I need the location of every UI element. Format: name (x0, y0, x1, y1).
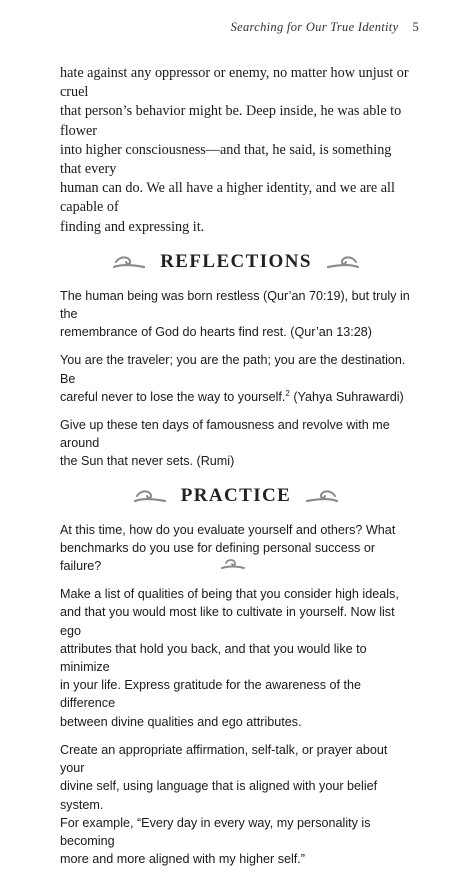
flourish-left-icon (133, 487, 167, 505)
running-head-title: Searching for Our True Identity (230, 20, 399, 34)
text-line: that person’s behavior might be. Deep inside, he was able to flower (60, 103, 402, 139)
practice-heading (60, 481, 412, 511)
text-line: in your life. Express gratitude for the awareness of the difference (60, 678, 362, 711)
text-line: careful never to lose the way to yourself. (60, 389, 286, 404)
running-head (231, 20, 419, 35)
flourish-left-icon (112, 253, 146, 271)
text-line: (Yahya Suhrawardi) (289, 389, 404, 404)
page-number: 5 (412, 20, 419, 34)
end-ornament-icon (220, 557, 246, 571)
text-line: Give up these ten days of famousness and revolve with me around (60, 418, 390, 451)
text-line: At this time, how do you evaluate yourself and others? What (60, 522, 396, 537)
practice-paragraph-3 (60, 741, 412, 868)
text-line: finding and expressing it. (60, 218, 205, 235)
practice-paragraph-2 (60, 585, 412, 731)
reflection-quote-1 (60, 287, 412, 342)
footnote-marker[interactable]: 2 (285, 388, 290, 398)
text-line: Make a list of qualities of being that you consider high ideals, (60, 587, 399, 602)
text-line: into higher consciousness—and that, he said, is something that every (60, 141, 392, 178)
page-body (60, 64, 412, 878)
text-line: hate against any oppressor or enemy, no matter how unjust or cruel (60, 65, 409, 101)
reflections-title: REFLECTIONS (160, 250, 312, 272)
text-line: remembrance of God do hearts find rest. (Qur’an 13:28) (60, 325, 372, 340)
text-line: Create an appropriate affirmation, self-talk, or prayer about your (60, 742, 388, 776)
text-line: the Sun that never sets. (Rumi) (60, 454, 235, 469)
intro-paragraph (60, 64, 412, 237)
reflection-quote-2 (60, 351, 412, 406)
text-line: and that you would most like to cultivate in yourself. Now list ego (60, 605, 395, 638)
text-line: attributes that hold you back, and that you would like to minimize (60, 641, 367, 675)
text-line: human can do. We all have a higher identity, and we are all capable of (60, 180, 395, 216)
flourish-right-icon (326, 253, 360, 271)
text-line: For example, “Every day in every way, my personality is becoming (60, 815, 371, 848)
text-line: The human being was born restless (Qur’an 70:19), but truly in the (60, 288, 410, 322)
text-line: divine self, using language that is aligned with your belief system. (60, 779, 378, 812)
text-line: more and more aligned with my higher self.” (60, 852, 305, 867)
flourish-right-icon (305, 487, 339, 505)
text-line: You are the traveler; you are the path; you are the destination. Be (60, 353, 406, 386)
text-line: benchmarks do you use for defining personal success or failure? (60, 540, 376, 574)
reflection-quote-3 (60, 416, 412, 471)
reflections-heading (60, 247, 412, 277)
practice-title: PRACTICE (180, 484, 292, 506)
text-line: between divine qualities and ego attributes. (60, 714, 302, 729)
